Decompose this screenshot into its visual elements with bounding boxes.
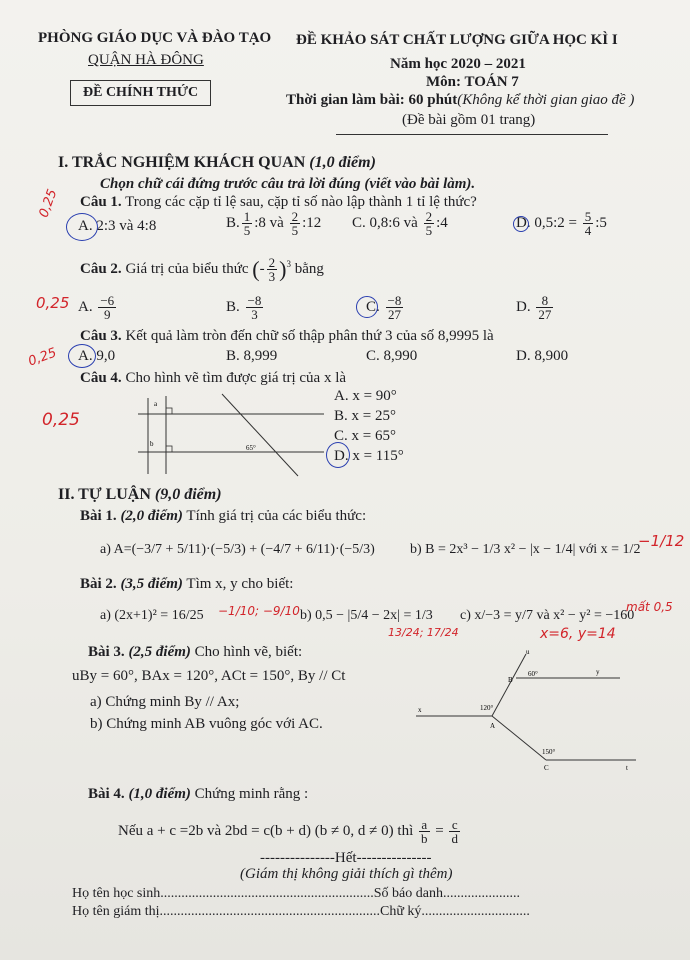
b2-part-b: b) 0,5 − |5/4 − 2x| = 1/3: [300, 608, 433, 623]
student-line: Họ tên học sinh.............................................................Số báo danh......................: [72, 886, 520, 901]
part2-heading: II. TỰ LUẬN (9,0 điểm): [58, 486, 222, 503]
end-marker: ---------------Hết---------------: [260, 850, 432, 866]
b2-part-a: a) (2x+1)² = 16/25: [100, 608, 204, 623]
b4-text: Bài 4. (1,0 điểm) Chứng minh rằng :: [88, 786, 309, 802]
b2-text: Bài 2. (3,5 điểm) Tìm x, y cho biết:: [80, 576, 294, 592]
q3-option-b: B. 8,999: [226, 348, 278, 364]
dept-line-2: QUẬN HÀ ĐÔNG: [88, 52, 204, 68]
q4-option-b: B. x = 25°: [334, 408, 396, 424]
fig-label-C: C: [544, 764, 549, 772]
b3-figure: [410, 646, 642, 778]
b2a-answer: −1/10; −9/10: [218, 604, 300, 618]
fig-label-150: 150°: [542, 748, 556, 756]
b1-mark: −1/12: [638, 532, 685, 550]
q1-option-d: D. 0,5:2 = $\frac{5}{4}$ :5: [516, 209, 607, 238]
b3-part-a: a) Chứng minh By // Ax;: [90, 694, 240, 710]
score-mark-2: 0,25: [36, 294, 70, 312]
q2-option-b: B. $\frac{-8}{3}$: [226, 293, 262, 322]
exam-title: ĐỀ KHẢO SÁT CHẤT LƯỢNG GIỮA HỌC KÌ I: [296, 32, 618, 48]
b2-part-c: c) x/−3 = y/7 và x² − y² = −160: [460, 608, 635, 623]
q4-option-c: C. x = 65°: [334, 428, 396, 444]
part1-instruction: Chọn chữ cái đứng trước câu trả lời đúng (viết vào bài làm).: [100, 176, 476, 192]
b3-text: Bài 3. (2,5 điểm) Cho hình vẽ, biết:: [88, 644, 303, 660]
fig-label-u: u: [526, 648, 530, 656]
fig-label-a: a: [154, 400, 158, 408]
score-mark-1: 0,25: [36, 187, 61, 220]
b3-given: uBy = 60°, BAx = 120°, ACt = 150°, By // Ct: [72, 668, 346, 684]
q4-option-a: A. x = 90°: [334, 388, 397, 404]
official-badge: ĐỀ CHÍNH THỨC: [70, 80, 211, 106]
fig-label-t: t: [626, 764, 628, 772]
q2-option-a: A. $\frac{-6}{9}$: [78, 293, 115, 322]
subject: Môn: TOÁN 7: [426, 74, 519, 90]
b2-mark: mất 0,5: [626, 600, 673, 614]
q3-option-d: D. 8,900: [516, 348, 569, 364]
q1-option-a: A. 2:3 và 4:8: [78, 218, 157, 234]
b4-statement: Nếu a + c =2b và 2bd = c(b + d) (b ≠ 0, d ≠ 0) thì $\frac{a}{b}$ = $\frac{c}{d}$: [118, 817, 458, 846]
fig-label-60: 60°: [528, 670, 538, 678]
q2-option-c: C. $\frac{-8}{27}$: [366, 293, 402, 322]
q1-text: Câu 1. Trong các cặp tỉ lệ sau, cặp tỉ số nào lập thành 1 tỉ lệ thức?: [80, 194, 477, 210]
q2-option-d: D. $\frac{8}{27}$: [516, 293, 552, 322]
fig-label-A: A: [490, 722, 496, 730]
proctor-line: Họ tên giám thị...............................................................Chữ ký...............................: [72, 904, 530, 919]
school-year: Năm học 2020 – 2021: [390, 56, 526, 72]
q1-d-circle: [513, 216, 529, 232]
q4-text: Câu 4. Cho hình vẽ tìm được giá trị của x là: [80, 370, 347, 386]
q4-option-d: D. x = 115°: [334, 448, 404, 464]
q4-d-circle: [326, 442, 350, 468]
b1-part-b: b) B = 2x³ − 1/3 x² − |x − 1/4| với x = 1/2: [410, 542, 641, 557]
score-mark-4: 0,25: [42, 410, 80, 430]
q3-text: Câu 3. Kết quả làm tròn đến chữ số thập phân thứ 3 của số 8,9995 là: [80, 328, 494, 344]
q1-option-b: B. $\frac{1}{5}$ :8 và $\frac{2}{5}$ :12: [226, 209, 322, 238]
time-limit: Thời gian làm bài: 60 phút(Không kể thời gian giao đề ): [286, 92, 635, 108]
q4-figure: [138, 392, 328, 478]
fig-angle-label: 65°: [246, 444, 256, 452]
score-mark-3: 0,25: [26, 345, 59, 370]
header-rule: [336, 134, 608, 135]
proctor-note: (Giám thị không giải thích gì thêm): [240, 866, 453, 882]
q2-c-circle: [356, 296, 378, 318]
q3-option-a: A. 9,0: [78, 348, 116, 364]
q3-option-c: C. 8,990: [366, 348, 418, 364]
page-count: (Đề bài gồm 01 trang): [402, 112, 536, 128]
answer-circle: [66, 213, 98, 241]
b2b-answer: 13/24; 17/24: [388, 626, 459, 639]
b1-text: Bài 1. (2,0 điểm) Tính giá trị của các biểu thức:: [80, 508, 367, 524]
dept-line-1: PHÒNG GIÁO DỤC VÀ ĐÀO TẠO: [38, 30, 272, 46]
fig-label-b: b: [150, 440, 154, 448]
q3-a-circle: [68, 344, 96, 368]
fig-label-x: x: [418, 706, 422, 714]
q1-option-c: C. 0,8:6 và $\frac{2}{5}$ :4: [352, 209, 448, 238]
fig-label-B: B: [508, 676, 513, 684]
b2-answer: x=6, y=14: [540, 626, 616, 642]
part1-heading: I. TRẮC NGHIỆM KHÁCH QUAN (1,0 điểm): [58, 154, 376, 171]
fig-label-y: y: [596, 668, 600, 676]
fig-label-120: 120°: [480, 704, 494, 712]
b3-part-b: b) Chứng minh AB vuông góc với AC.: [90, 716, 323, 732]
q2-text: Câu 2. Giá trị của biểu thức (- $\frac{2}{3}$ )$^3$ bằng: [80, 255, 324, 284]
b1-part-a: a) A=(−3/7 + 5/11)·(−5/3) + (−4/7 + 6/11)·(−5/3): [100, 542, 375, 557]
